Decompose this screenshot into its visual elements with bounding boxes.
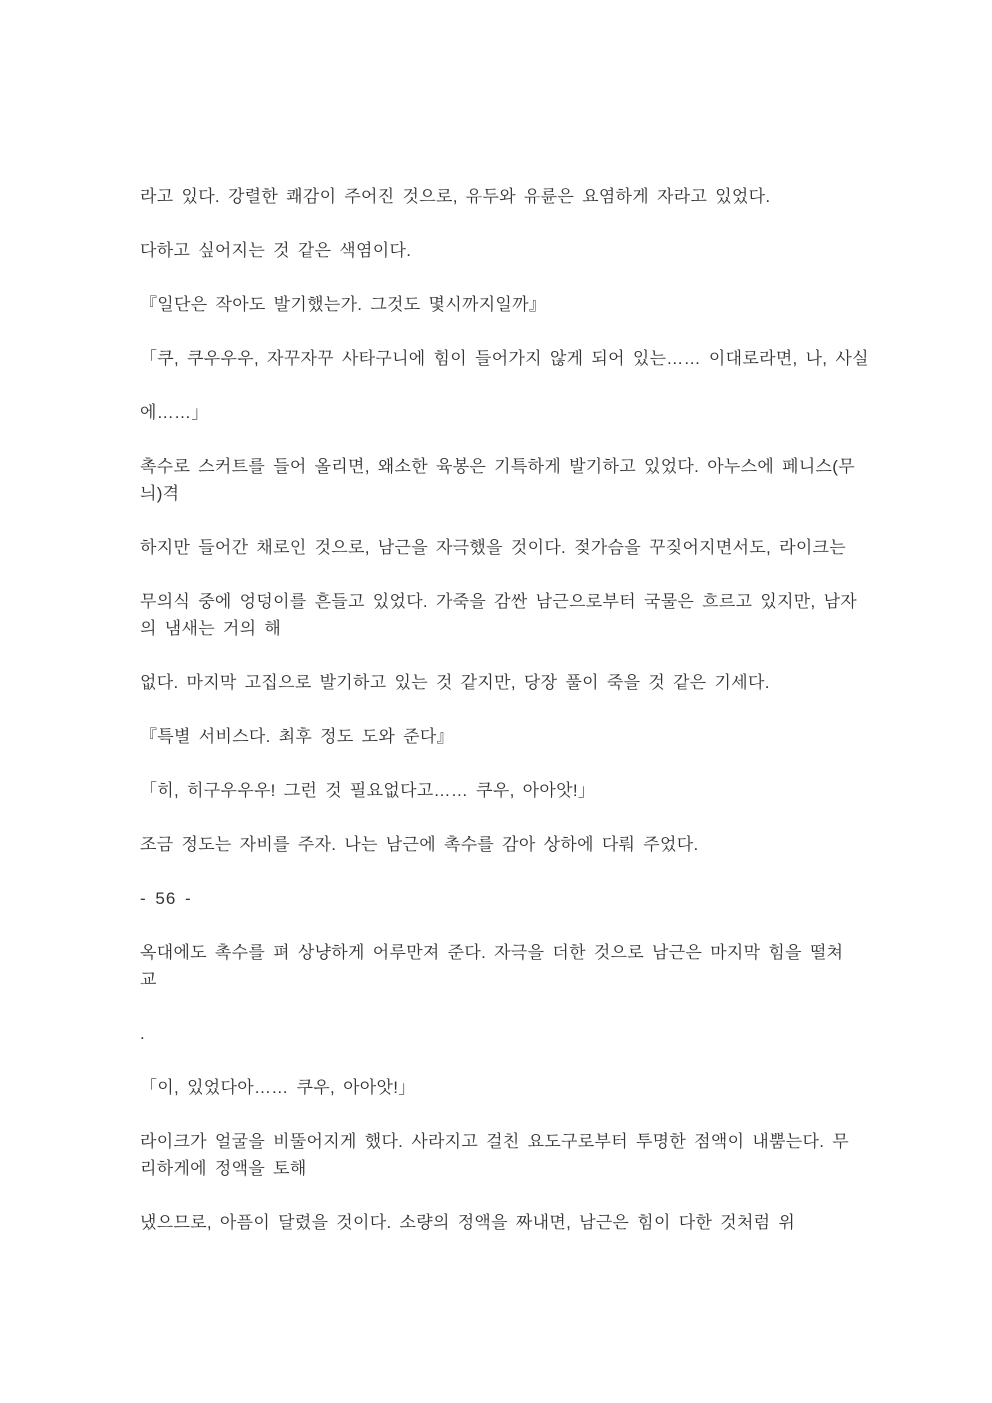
text-line: . xyxy=(140,1024,146,1043)
text-line: 다하고 싶어지는 것 같은 색염이다. xyxy=(140,241,412,260)
paragraph xyxy=(140,453,882,507)
text-line: 『특별 서비스다. 최후 정도 도와 준다』 xyxy=(140,727,454,746)
paragraph xyxy=(140,534,882,561)
text-line: - 56 - xyxy=(140,889,192,908)
text-content xyxy=(140,183,882,1236)
paragraph xyxy=(140,1020,882,1047)
text-line: 늬)격 xyxy=(140,484,180,503)
text-line: 냈으므로, 아픔이 달렸을 것이다. 소량의 정액을 짜내면, 남근은 힘이 다한 것처럼 위 xyxy=(140,1213,796,1232)
text-line: 『일단은 작아도 발기했는가. 그것도 몇시까지일까』 xyxy=(140,295,547,314)
text-line: 라고 있다. 강렬한 쾌감이 주어진 것으로, 유두와 유륜은 요염하게 자라고 있었다. xyxy=(140,187,771,206)
text-line: 옥대에도 촉수를 펴 상냥하게 어루만져 준다. 자극을 더한 것으로 남근은 마지막 힘을 떨쳐 xyxy=(140,943,844,962)
text-line: 무의식 중에 엉덩이를 흔들고 있었다. 가죽을 감싼 남근으로부터 국물은 흐르고 있지만, 남자 xyxy=(140,592,858,611)
paragraph xyxy=(140,939,882,993)
paragraph xyxy=(140,345,882,372)
paragraph xyxy=(140,237,882,264)
text-line: 없다. 마지막 고집으로 발기하고 있는 것 같지만, 당장 풀이 죽을 것 같은 기세다. xyxy=(140,673,770,692)
text-line: 교 xyxy=(140,970,157,989)
text-line: 리하게에 정액을 토해 xyxy=(140,1159,307,1178)
text-line: 하지만 들어간 채로인 것으로, 남근을 자극했을 것이다. 젖가슴을 꾸짖어지면서도, 라이크는 xyxy=(140,538,846,557)
text-line: 촉수로 스커트를 들어 올리면, 왜소한 육봉은 기특하게 발기하고 있었다. 아누스에 페니스(무 xyxy=(140,457,855,476)
text-line: 에……」 xyxy=(140,403,209,422)
text-line: 조금 정도는 자비를 주자. 나는 남근에 촉수를 감아 상하에 다뤄 주었다. xyxy=(140,835,699,854)
text-line: 라이크가 얼굴을 비뚤어지게 했다. 사라지고 걸친 요도구로부터 투명한 점액이 내뿜는다. 무 xyxy=(140,1132,849,1151)
paragraph xyxy=(140,183,882,210)
paragraph xyxy=(140,777,882,804)
paragraph xyxy=(140,399,882,426)
text-line: 의 냄새는 거의 해 xyxy=(140,619,282,638)
text-line: 「쿠, 쿠우우우, 자꾸자꾸 사타구니에 힘이 들어가지 않게 되어 있는…… 이대로라면, 나, 사실 xyxy=(140,349,869,368)
text-line: 「히, 히구우우우! 그런 것 필요없다고…… 쿠우, 아아앗!」 xyxy=(140,781,596,800)
paragraph xyxy=(140,723,882,750)
text-line: 「이, 있었다아…… 쿠우, 아아앗!」 xyxy=(140,1078,416,1097)
paragraph xyxy=(140,1128,882,1182)
paragraph xyxy=(140,588,882,642)
paragraph xyxy=(140,1074,882,1101)
paragraph xyxy=(140,831,882,858)
paragraph xyxy=(140,1209,882,1236)
paragraph xyxy=(140,669,882,696)
page-number xyxy=(140,885,882,912)
paragraph xyxy=(140,291,882,318)
